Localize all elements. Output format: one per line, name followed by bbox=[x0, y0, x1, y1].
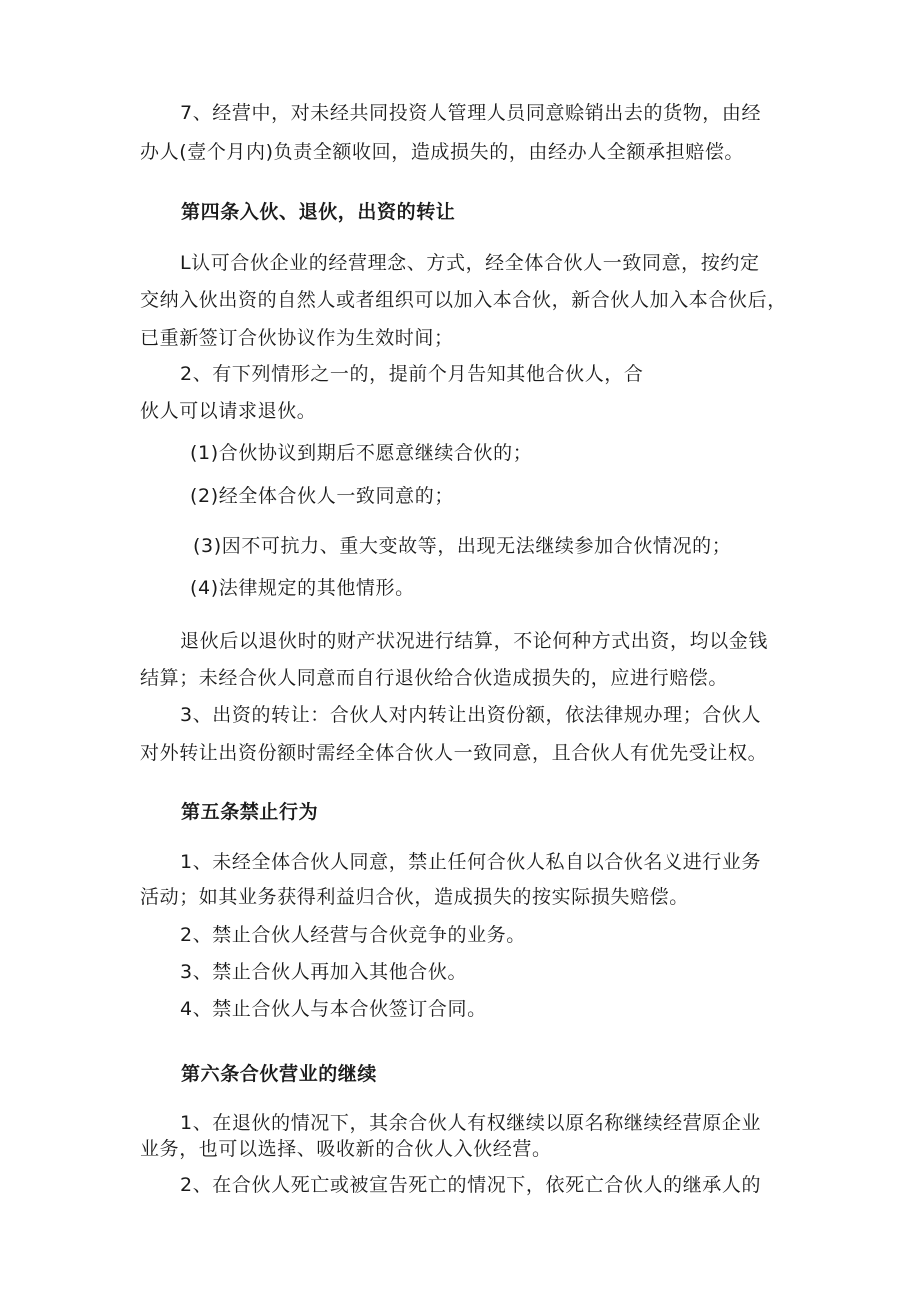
paragraph-line: 伙人可以请求退伙。 bbox=[140, 400, 317, 422]
list-item: 3、禁止合伙人再加入其他合伙。 bbox=[180, 961, 468, 983]
section-heading: 第六条合伙营业的继续 bbox=[181, 1063, 378, 1085]
section-heading: 第五条禁止行为 bbox=[181, 801, 319, 823]
paragraph-line: 1、未经全体合伙人同意，禁止任何合伙人私自以合伙名义进行业务 bbox=[180, 851, 762, 873]
paragraph-line: 对外转让出资份额时需经全体合伙人一致同意，且合伙人有优先受让权。 bbox=[140, 742, 768, 764]
paragraph-line: 交纳入伙出资的自然人或者组织可以加入本合伙，新合伙人加入本合伙后， bbox=[140, 289, 787, 311]
list-item: 2、禁止合伙人经营与合伙竞争的业务。 bbox=[180, 924, 526, 946]
list-item: 4、禁止合伙人与本合伙签订合同。 bbox=[180, 998, 487, 1020]
paragraph-line: 业务，也可以选择、吸收新的合伙人入伙经营。 bbox=[140, 1138, 552, 1160]
list-item: (1)合伙协议到期后不愿意继续合伙的； bbox=[190, 442, 533, 464]
paragraph-line: 3、出资的转让：合伙人对内转让出资份额，依法律规办理；合伙人 bbox=[180, 704, 762, 726]
paragraph-line: 7、经营中，对未经共同投资人管理人员同意赊销出去的货物，由经 bbox=[180, 102, 762, 124]
paragraph-line: 办人(壹个月内)负责全额收回，造成损失的，由经办人全额承担赔偿。 bbox=[140, 141, 745, 163]
paragraph-line: 退伙后以退伙时的财产状况进行结算，不论何种方式出资，均以金钱 bbox=[180, 630, 769, 652]
list-item: (2)经全体合伙人一致同意的； bbox=[190, 485, 454, 507]
paragraph-line: 结算；未经合伙人同意而自行退伙给合伙造成损失的，应进行赔偿。 bbox=[140, 667, 729, 689]
paragraph-line: 2、在合伙人死亡或被宣告死亡的情况下，依死亡合伙人的继承人的 bbox=[180, 1174, 762, 1196]
paragraph-line: L认可合伙企业的经营理念、方式，经全体合伙人一致同意，按约定 bbox=[180, 252, 760, 274]
paragraph-line: 1、在退伙的情况下，其余合伙人有权继续以原名称继续经营原企业 bbox=[180, 1112, 762, 1134]
section-heading: 第四条入伙、退伙，出资的转让 bbox=[181, 201, 456, 223]
list-item: (3)因不可抗力、重大变故等，出现无法继续参加合伙情况的； bbox=[193, 535, 732, 557]
list-item: (4)法律规定的其他情形。 bbox=[190, 577, 415, 599]
paragraph-line: 已重新签订合伙协议作为生效时间； bbox=[140, 327, 454, 349]
paragraph-line: 活动；如其业务获得利益归合伙，造成损失的按实际损失赔偿。 bbox=[140, 886, 689, 908]
paragraph-line: 2、有下列情形之一的，提前个月告知其他合伙人，合 bbox=[180, 363, 644, 385]
